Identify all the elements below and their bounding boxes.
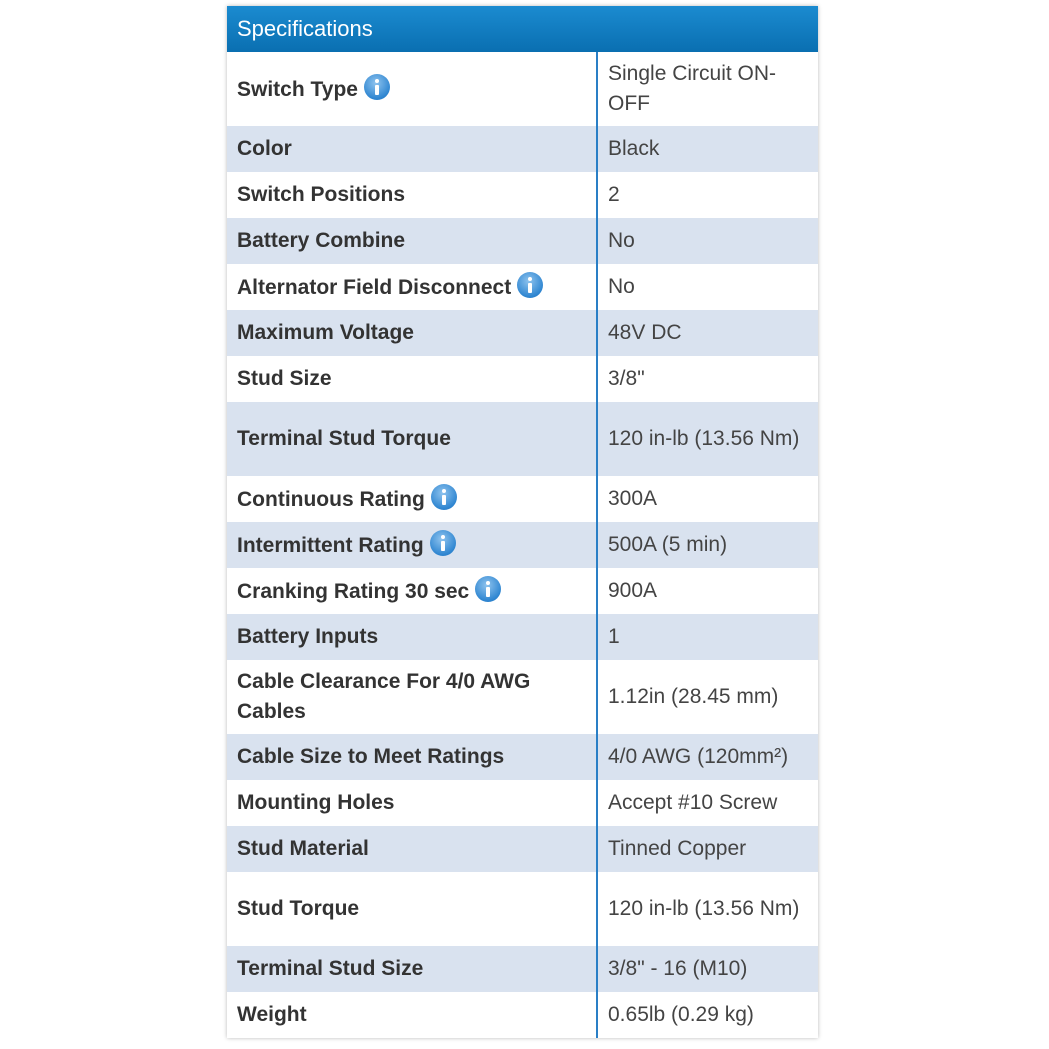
spec-label: Terminal Stud Torque [237,427,451,450]
spec-value: Black [597,126,818,172]
spec-label-cell [227,172,597,218]
spec-label: Color [237,137,292,160]
spec-row [227,126,818,172]
spec-label-cell [227,734,597,780]
spec-value: 2 [597,172,818,218]
spec-label-cell [227,218,597,264]
spec-row [227,568,818,614]
spec-row [227,522,818,568]
spec-label-cell [227,780,597,826]
spec-label-cell [227,476,597,522]
spec-label: Switch Positions [237,183,406,206]
info-icon[interactable] [475,576,501,602]
spec-label-cell [227,946,597,992]
spec-value: No [597,218,818,264]
spec-label-cell [227,52,597,126]
spec-row [227,172,818,218]
spec-row [227,734,818,780]
spec-value: 0.65lb (0.29 kg) [597,992,818,1038]
spec-label: Mounting Holes [237,791,395,814]
spec-label: Alternator Field Disconnect [237,275,512,299]
spec-row [227,660,818,734]
spec-row [227,476,818,522]
spec-value: No [597,264,818,310]
spec-value: Tinned Copper [597,826,818,872]
spec-row [227,52,818,126]
spec-label: Terminal Stud Size [237,957,424,980]
spec-value: 500A (5 min) [597,522,818,568]
spec-label: Battery Inputs [237,625,379,648]
spec-row [227,614,818,660]
spec-value: Accept #10 Screw [597,780,818,826]
spec-label: Stud Material [237,837,369,860]
info-icon[interactable] [364,74,390,100]
spec-value: 1 [597,614,818,660]
spec-row [227,264,818,310]
spec-row [227,402,818,476]
spec-label-cell [227,356,597,402]
spec-value: 3/8" - 16 (M10) [597,946,818,992]
spec-label-cell [227,402,597,476]
spec-value: 48V DC [597,310,818,356]
info-icon[interactable] [431,484,457,510]
spec-label: Cranking Rating 30 sec [237,579,470,603]
spec-row [227,946,818,992]
spec-row [227,872,818,946]
spec-value: Single Circuit ON-OFF [597,52,818,126]
spec-value: 300A [597,476,818,522]
spec-label: Weight [237,1003,307,1026]
spec-label-cell [227,826,597,872]
specifications-panel [227,6,818,1038]
spec-label-cell [227,522,597,568]
spec-value: 120 in-lb (13.56 Nm) [597,402,818,476]
spec-label-cell [227,568,597,614]
spec-value: 900A [597,568,818,614]
spec-row [227,310,818,356]
spec-label-cell [227,614,597,660]
spec-label-cell [227,126,597,172]
spec-label: Stud Size [237,367,332,390]
spec-row [227,356,818,402]
spec-label-cell [227,992,597,1038]
specifications-header: Specifications [227,6,818,52]
spec-row [227,780,818,826]
spec-value: 4/0 AWG (120mm²) [597,734,818,780]
info-icon[interactable] [430,530,456,556]
spec-label-cell [227,310,597,356]
spec-label: Cable Size to Meet Ratings [237,745,505,768]
spec-row [227,218,818,264]
spec-label: Stud Torque [237,897,360,920]
spec-label: Intermittent Rating [237,533,424,557]
spec-label: Continuous Rating [237,487,425,511]
spec-label-cell [227,872,597,946]
spec-label: Cable Clearance For 4/0 AWG Cables [237,670,531,723]
spec-label: Switch Type [237,77,358,101]
info-icon[interactable] [517,272,543,298]
spec-row [227,992,818,1038]
spec-label-cell [227,660,597,734]
spec-value: 1.12in (28.45 mm) [597,660,818,734]
specifications-table [227,52,818,1038]
spec-label: Battery Combine [237,229,406,252]
spec-row [227,826,818,872]
spec-value: 120 in-lb (13.56 Nm) [597,872,818,946]
spec-label: Maximum Voltage [237,321,414,344]
spec-value: 3/8" [597,356,818,402]
spec-label-cell [227,264,597,310]
